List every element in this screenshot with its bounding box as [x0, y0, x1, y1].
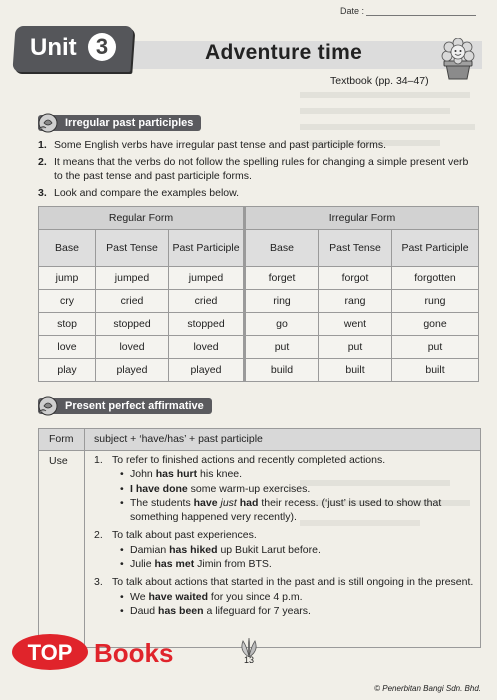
section-heading-irregular: [38, 115, 201, 131]
example-item: [94, 543, 474, 557]
form-formula: subject + ‘have/has’ + past participle: [94, 433, 263, 445]
table-cell: went: [319, 313, 392, 336]
rose-icon: [36, 112, 60, 134]
example-text: Damian: [130, 543, 170, 556]
example-text: for you since 4 p.m.: [208, 590, 303, 603]
example-text: We: [130, 590, 149, 603]
list-item: [38, 186, 480, 201]
example-item: [94, 604, 474, 618]
table-cell: played: [96, 359, 169, 382]
unit-label: Unit: [30, 34, 77, 61]
textbook-reference: Textbook (pp. 34–47): [330, 75, 429, 87]
table-cell: gone: [392, 313, 479, 336]
list-item: [38, 138, 480, 153]
table-cell: played: [169, 359, 245, 382]
bullet-icon: •: [120, 558, 124, 571]
col-header: Past Tense: [319, 230, 392, 267]
example-item: [94, 590, 474, 604]
table-row: [39, 290, 479, 313]
example-text: John: [130, 468, 156, 481]
unit-number: 3: [88, 33, 116, 61]
page-number: 13: [243, 655, 254, 665]
rose-icon: [36, 395, 60, 417]
brand-books-text: Books: [94, 638, 174, 668]
use-label: Use: [49, 455, 68, 467]
uses-list: [94, 453, 474, 622]
column-divider: [84, 429, 85, 647]
date-line: [366, 15, 476, 16]
page-title: Adventure time: [205, 41, 363, 64]
example-verb: have: [193, 496, 218, 509]
table-cell: built: [392, 359, 479, 382]
list-number: 3.: [38, 186, 47, 199]
example-text: their recess. (‘just’ is used to show that: [258, 496, 442, 509]
irregular-points-list: [38, 138, 480, 202]
copyright-text: © Penerbitan Bangi Sdn. Bhd.: [374, 684, 481, 693]
use-number: 2.: [94, 529, 103, 542]
table-cell: forgotten: [392, 267, 479, 290]
flower-pot-icon: [438, 38, 478, 80]
example-verb: has hurt: [155, 468, 198, 481]
table-cell: loved: [96, 336, 169, 359]
table-cell: cried: [169, 290, 245, 313]
table-row: [39, 267, 479, 290]
example-text: Julie: [130, 558, 155, 571]
section-heading-text: Irregular past participles: [65, 117, 194, 129]
example-item: [94, 467, 474, 481]
bullet-icon: •: [120, 604, 124, 617]
example-text: Jimin from BTS.: [194, 558, 272, 571]
example-item: [94, 482, 474, 496]
list-text: Some English verbs have irregular past tense and past participle forms.: [54, 139, 387, 151]
example-verb: had: [239, 496, 259, 509]
list-item: [38, 155, 480, 184]
example-text: some warm-up exercises.: [187, 482, 311, 495]
table-cell: ring: [245, 290, 319, 313]
example-text: up Bukit Larut before.: [217, 543, 321, 556]
example-continuation: something happened very recently).: [130, 511, 297, 524]
date-label: Date :: [340, 6, 365, 16]
table-cell: jump: [39, 267, 96, 290]
example-verb: has been: [158, 604, 204, 617]
table-cell: stopped: [169, 313, 245, 336]
example-text: The students: [130, 496, 194, 509]
table-row: [39, 336, 479, 359]
use-item: [94, 575, 474, 618]
example-item: [94, 557, 474, 571]
use-text: To refer to finished actions and recently completed actions.: [112, 454, 386, 466]
bullet-icon: •: [120, 468, 124, 481]
leaf-icon: [237, 637, 261, 657]
section-heading-present-perfect: [38, 398, 212, 414]
col-header: Past Participle: [169, 230, 245, 267]
list-text: It means that the verbs do not follow the spelling rules for changing a simple present verb to the past tense and past participle forms.: [54, 155, 469, 182]
example-text: Daud: [130, 604, 159, 617]
table-cell: stopped: [96, 313, 169, 336]
use-number: 1.: [94, 454, 103, 466]
example-item: [94, 496, 474, 510]
example-verb: has hiked: [169, 543, 218, 556]
table-row: [39, 359, 479, 382]
table-cell: play: [39, 359, 96, 382]
use-number: 3.: [94, 576, 103, 589]
table-cell: build: [245, 359, 319, 382]
group-header-regular: Regular Form: [39, 207, 245, 230]
brand-top-text: TOP: [27, 640, 73, 665]
example-text: his knee.: [197, 468, 243, 481]
use-item: [94, 453, 474, 524]
bullet-icon: •: [120, 496, 124, 509]
table-cell: loved: [169, 336, 245, 359]
example-verb: has met: [154, 558, 195, 571]
section-heading-text: Present perfect affirmative: [65, 400, 204, 412]
table-cell: go: [245, 313, 319, 336]
table-cell: jumped: [96, 267, 169, 290]
table-cell: rung: [392, 290, 479, 313]
table-cell: cry: [39, 290, 96, 313]
table-cell: love: [39, 336, 96, 359]
col-header: Past Tense: [96, 230, 169, 267]
present-perfect-table: [38, 428, 481, 648]
use-item: [94, 528, 474, 571]
list-number: 2.: [38, 155, 47, 168]
table-cell: built: [319, 359, 392, 382]
use-text: To talk about actions that started in the past and is still ongoing in the present.: [112, 576, 474, 589]
verb-forms-table: [38, 206, 479, 382]
table-cell: cried: [96, 290, 169, 313]
col-header: Past Participle: [392, 230, 479, 267]
example-adverb: just: [220, 496, 237, 509]
table-cell: rang: [319, 290, 392, 313]
example-verb: I have done: [130, 482, 188, 495]
group-header-irregular: Irregular Form: [245, 207, 479, 230]
topbooks-logo: [8, 632, 188, 672]
table-cell: forget: [245, 267, 319, 290]
table-cell: put: [319, 336, 392, 359]
col-header: Base: [39, 230, 96, 267]
form-label: Form: [49, 433, 74, 445]
bullet-icon: •: [120, 543, 124, 556]
example-text: a lifeguard for 7 years.: [203, 604, 311, 617]
example-verb: have waited: [148, 590, 209, 603]
list-text: Look and compare the examples below.: [54, 186, 240, 199]
table-cell: stop: [39, 313, 96, 336]
bullet-icon: •: [120, 590, 124, 603]
table-row: [39, 313, 479, 336]
table-cell: jumped: [169, 267, 245, 290]
col-header: Base: [245, 230, 319, 267]
bullet-icon: •: [120, 482, 124, 495]
table-cell: forgot: [319, 267, 392, 290]
list-number: 1.: [38, 139, 47, 151]
table-cell: put: [392, 336, 479, 359]
table-cell: put: [245, 336, 319, 359]
date-field: [340, 6, 476, 16]
use-text: To talk about past experiences.: [112, 529, 257, 542]
